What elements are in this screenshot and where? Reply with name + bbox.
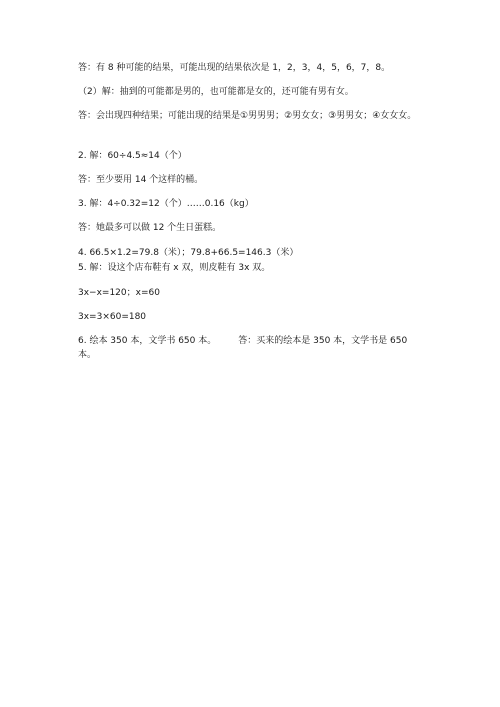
equation-line-1: 3x−x=120；x=60 <box>78 288 160 298</box>
question-6-text <box>78 334 426 362</box>
question-5-solution-text: 5. 解：设这个店布鞋有 x 双，则皮鞋有 3x 双。 <box>78 263 271 273</box>
equation-line-2: 3x=3×60=180 <box>78 312 147 322</box>
question-3-answer-text: 答：她最多可以做 12 个生日蛋糕。 <box>78 223 222 233</box>
question-2-solution-text: 2. 解：60÷4.5≈14（个） <box>78 151 187 161</box>
question-3-solution-text: 3. 解：4÷0.32=12（个）……0.16（kg） <box>78 199 254 209</box>
answer-1-text: 答：有 8 种可能的结果，可能出现的结果依次是 1，2，3，4，5，6，7，8。 <box>78 63 391 73</box>
part-2-solution-text: （2）解：抽到的可能都是男的，也可能都是女的，还可能有男有女。 <box>78 87 354 97</box>
part-2-answer-text: 答：会出现四种结果；可能出现的结果是①男男男；②男女女；③男男女；④女女女。 <box>78 111 417 121</box>
question-6-answer: 答：买来的绘本是 350 本，文学书是 650 本。 <box>78 336 408 360</box>
question-2-answer-text: 答：至少要用 14 个这样的桶。 <box>78 175 204 185</box>
question-6-result: 6. 绘本 350 本，文学书 650 本。 <box>78 336 217 346</box>
question-4-solution-text: 4. 66.5×1.2=79.8（米）；79.8+66.5=146.3（米） <box>78 248 299 258</box>
